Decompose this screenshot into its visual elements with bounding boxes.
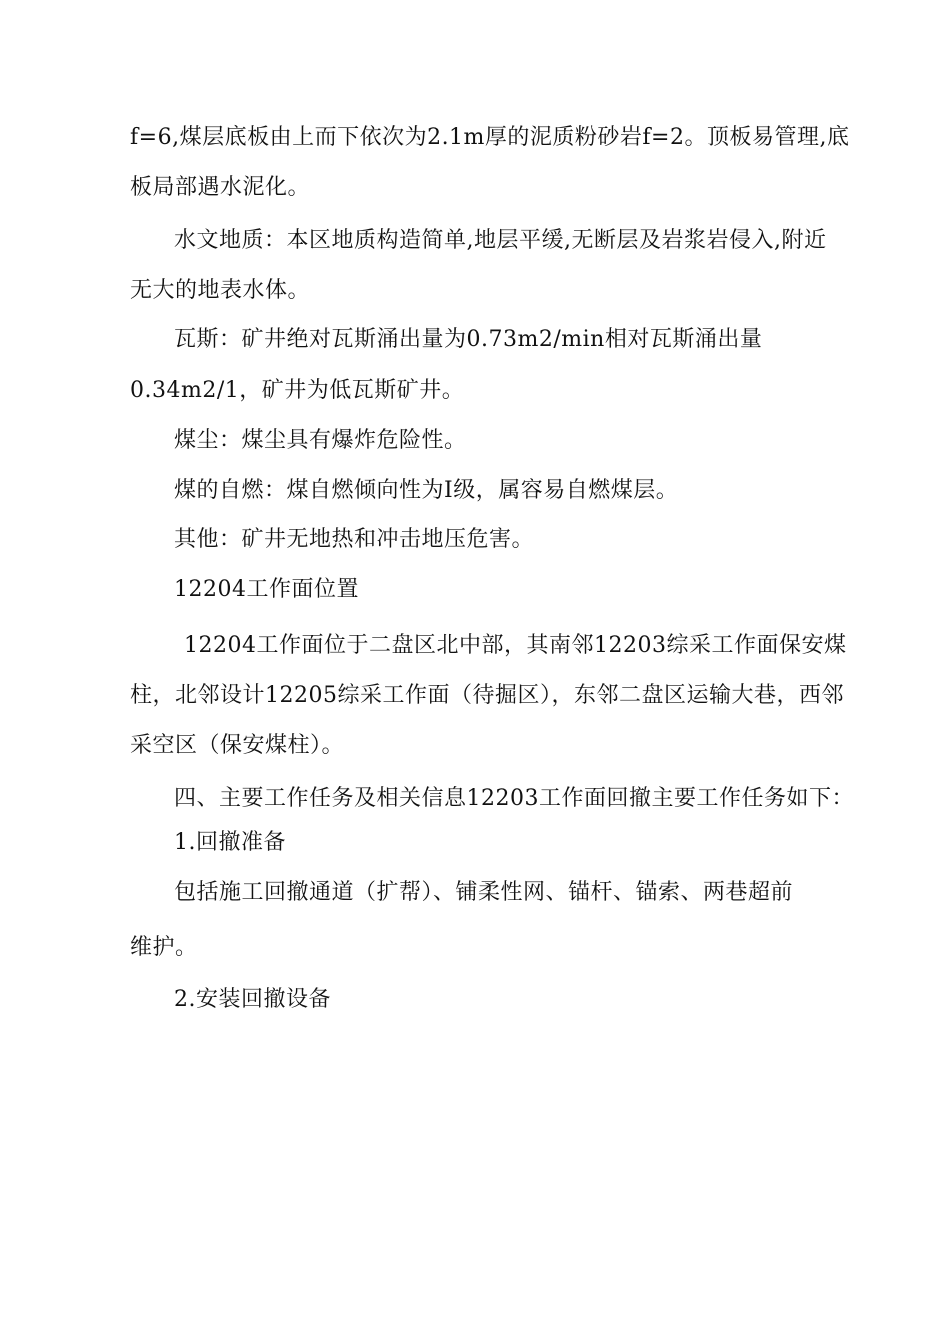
paragraph-line: 煤的自燃：煤自燃倾向性为Ⅰ级，属容易自燃煤层。 — [174, 478, 679, 503]
paragraph-line: 无大的地表水体。 — [130, 278, 311, 303]
paragraph-line: f=6,煤层底板由上而下依次为2.1m厚的泥质粉砂岩f=2。顶板易管理,底 — [130, 125, 850, 150]
section-heading: 1.回撤准备 — [174, 830, 286, 855]
paragraph-line: 板局部遇水泥化。 — [130, 175, 311, 200]
paragraph-line: 瓦斯：矿井绝对瓦斯涌出量为0.73m2/min相对瓦斯涌出量 — [174, 327, 763, 352]
paragraph-line: 12204工作面位于二盘区北中部，其南邻12203综采工作面保安煤 — [184, 633, 847, 658]
paragraph-line: 四、主要工作任务及相关信息12203工作面回撤主要工作任务如下： — [174, 786, 854, 811]
paragraph-line: 水文地质：本区地质构造简单,地层平缓,无断层及岩浆岩侵入,附近 — [174, 228, 827, 253]
section-heading: 12204工作面位置 — [174, 577, 359, 602]
paragraph-line: 维护。 — [130, 935, 198, 960]
paragraph-line: 包括施工回撤通道（扩帮）、铺柔性网、锚杆、锚索、两巷超前 — [174, 880, 794, 905]
paragraph-line: 柱，北邻设计12205综采工作面（待掘区），东邻二盘区运输大巷，西邻 — [130, 683, 844, 708]
paragraph-line: 其他：矿井无地热和冲击地压危害。 — [174, 527, 535, 552]
section-heading: 2.安装回撤设备 — [174, 987, 331, 1012]
paragraph-line: 煤尘：煤尘具有爆炸危险性。 — [174, 428, 467, 453]
paragraph-line: 采空区（保安煤柱）。 — [130, 733, 345, 758]
paragraph-line: 0.34m2/1，矿井为低瓦斯矿井。 — [130, 378, 465, 403]
